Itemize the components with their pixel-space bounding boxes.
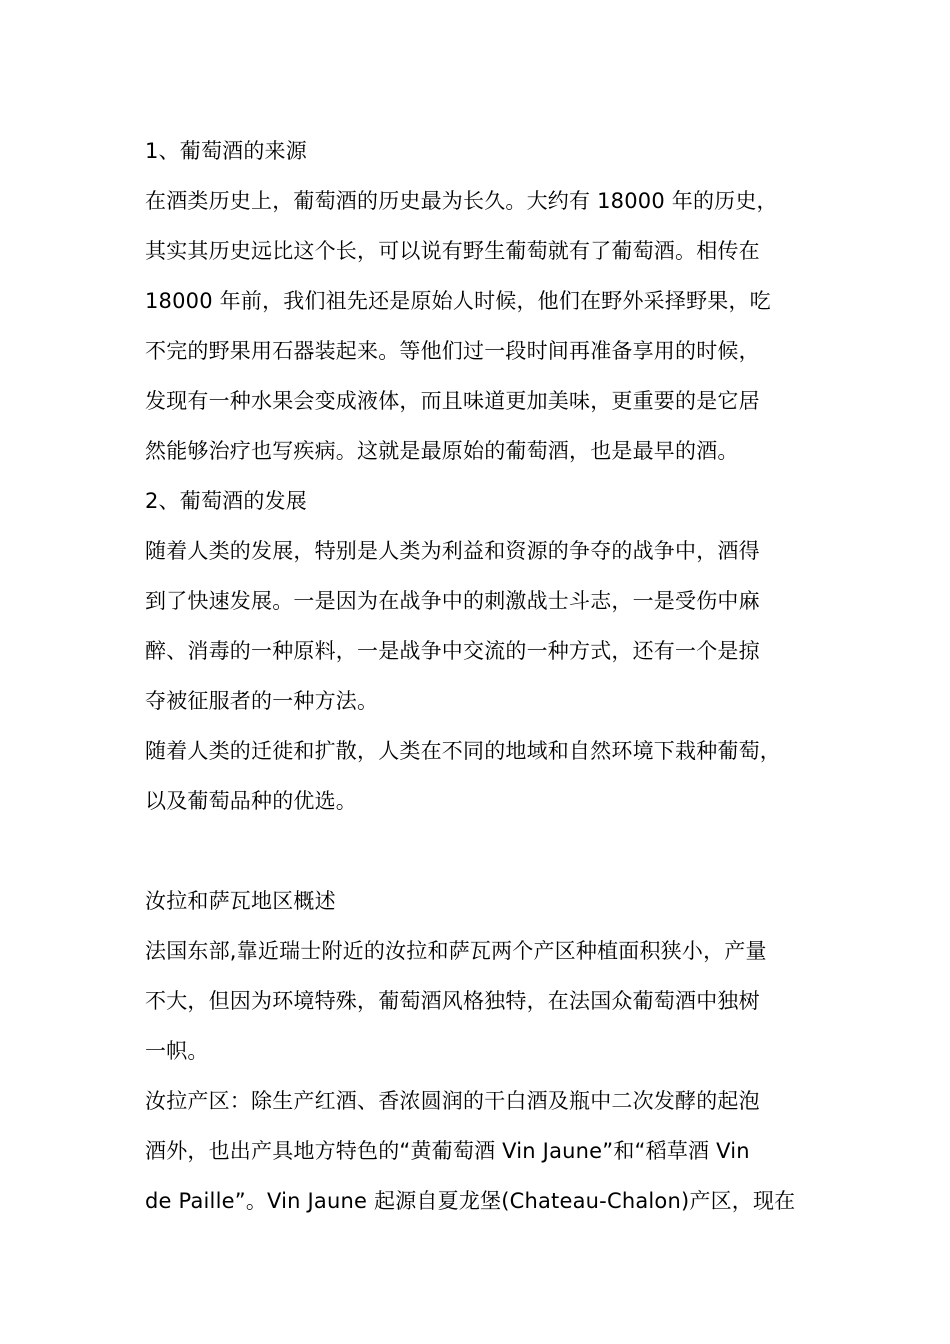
section-heading-development: 2、葡萄酒的发展: [145, 489, 307, 513]
paragraph-line: 18000 年前，我们祖先还是原始人时候，他们在野外采择野果，吃: [145, 289, 771, 313]
paragraph-line: 随着人类的发展，特别是人类为利益和资源的争夺的战争中，酒得: [145, 539, 760, 563]
paragraph-line: 不完的野果用石器装起来。等他们过一段时间再准备享用的时候，: [145, 339, 760, 363]
paragraph-line: 不大，但因为环境特殊，葡萄酒风格独特，在法国众葡萄酒中独树: [145, 989, 760, 1013]
paragraph-line: 一帜。: [145, 1039, 209, 1063]
paragraph-line: 酒外，也出产具地方特色的“黄葡萄酒 Vin Jaune”和“稻草酒 Vin: [145, 1139, 750, 1163]
paragraph-line: 发现有一种水果会变成液体，而且味道更加美味，更重要的是它居: [145, 389, 760, 413]
section-heading-jura-savoie: 汝拉和萨瓦地区概述: [145, 889, 336, 913]
paragraph-line: 醉、消毒的一种原料，一是战争中交流的一种方式，还有一个是掠: [145, 639, 760, 663]
paragraph-line: 夺被征服者的一种方法。: [145, 689, 379, 713]
paragraph-line: 随着人类的迁徙和扩散，人类在不同的地域和自然环境下栽种葡萄，: [145, 739, 781, 763]
paragraph-line: 法国东部,靠近瑞士附近的汝拉和萨瓦两个产区种植面积狭小，产量: [145, 939, 767, 963]
paragraph-line: 以及葡萄品种的优选。: [145, 789, 357, 813]
paragraph-line: 到了快速发展。一是因为在战争中的刺激战士斗志，一是受伤中麻: [145, 589, 760, 613]
paragraph-line: 汝拉产区：除生产红酒、香浓圆润的干白酒及瓶中二次发酵的起泡: [145, 1089, 760, 1113]
paragraph-line: de Paille”。Vin Jaune 起源自夏龙堡(Chateau-Chalon)产区，现在: [145, 1189, 796, 1213]
paragraph-line: 然能够治疗也写疾病。这就是最原始的葡萄酒，也是最早的酒。: [145, 439, 739, 463]
paragraph-line: 在酒类历史上，葡萄酒的历史最为长久。大约有 18000 年的历史，: [145, 189, 778, 213]
section-heading-origin: 1、葡萄酒的来源: [145, 139, 307, 163]
paragraph-line: 其实其历史远比这个长，可以说有野生葡萄就有了葡萄酒。相传在: [145, 239, 760, 263]
